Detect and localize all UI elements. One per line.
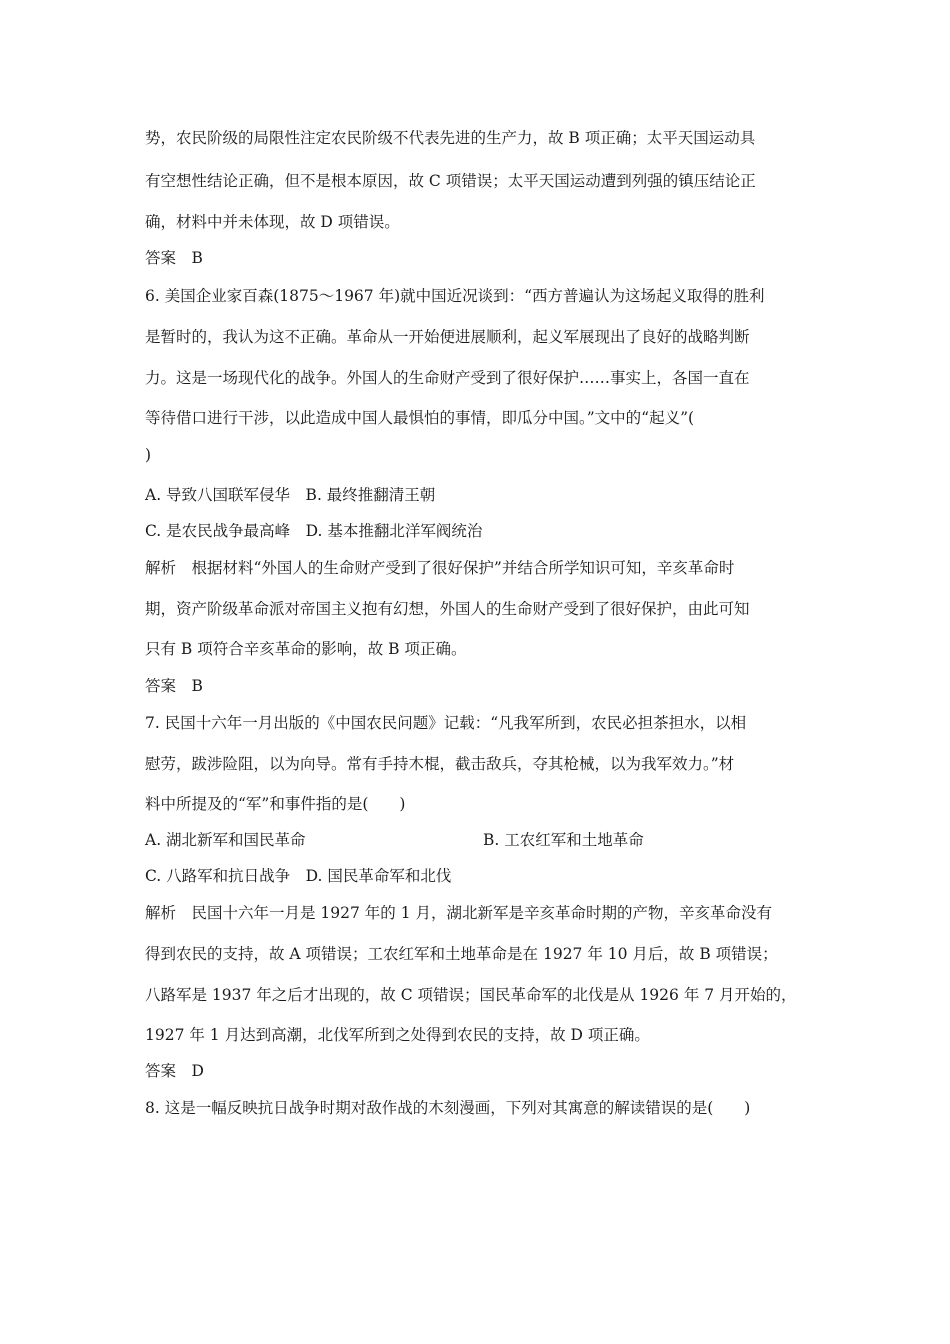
q7-explanation-line-3: 八路军是 1937 年之后才出现的，故 C 项错误；国民革命军的北伐是从 1926 年 7 月开始的， (145, 986, 797, 1004)
q5-explanation-line-2: 有空想性结论正确，但不是根本原因，故 C 项错误；太平天国运动遭到列强的镇压结论正 (145, 172, 756, 190)
q6-options-ab: A. 导致八国联军侵华 B. 最终推翻清王朝 (145, 486, 436, 504)
q5-answer: 答案 B (145, 249, 203, 267)
q6-stem-line-4: 等待借口进行干涉，以此造成中国人最惧怕的事情，即瓜分中国。”文中的“起义”( (145, 409, 695, 427)
q6-stem-line-3: 力。这是一场现代化的战争。外国人的生命财产受到了很好保护……事实上，各国一直在 (145, 369, 750, 387)
q6-explanation-line-1: 解析 根据材料“外国人的生命财产受到了很好保护”并结合所学知识可知，辛亥革命时 (145, 559, 735, 577)
q7-answer: 答案 D (145, 1062, 204, 1080)
q7-options-cd: C. 八路军和抗日战争 D. 国民革命军和北伐 (145, 867, 452, 885)
q6-explanation-line-3: 只有 B 项符合辛亥革命的影响，故 B 项正确。 (145, 640, 467, 658)
q6-stem-line-2: 是暂时的，我认为这不正确。革命从一开始便进展顺利，起义军展现出了良好的战略判断 (145, 328, 750, 346)
q5-explanation-line-1: 势，农民阶级的局限性注定农民阶级不代表先进的生产力，故 B 项正确；太平天国运动具 (145, 129, 756, 147)
q6-explanation-line-2: 期，资产阶级革命派对帝国主义抱有幻想，外国人的生命财产受到了很好保护，由此可知 (145, 600, 750, 618)
q7-explanation-line-4: 1927 年 1 月达到高潮，北伐军所到之处得到农民的支持，故 D 项正确。 (145, 1026, 650, 1044)
q7-stem-line-2: 慰劳，跋涉险阻，以为向导。常有手持木棍，截击敌兵，夺其枪械，以为我军效力。”材 (145, 755, 735, 773)
q6-stem-line-1: 6. 美国企业家百森(1875～1967 年)就中国近况谈到：“西方普遍认为这场起义取得的胜利 (145, 287, 765, 305)
q7-option-b: B. 工农红军和土地革命 (483, 831, 644, 849)
q6-options-cd: C. 是农民战争最高峰 D. 基本推翻北洋军阀统治 (145, 522, 483, 540)
q7-stem-line-1: 7. 民国十六年一月出版的《中国农民问题》记载：“凡我军所到，农民必担茶担水，以相 (145, 714, 747, 732)
q6-stem-line-5: ) (145, 446, 152, 464)
q6-answer: 答案 B (145, 677, 203, 695)
q5-explanation-line-3: 确，材料中并未体现，故 D 项错误。 (145, 213, 400, 231)
q8-stem-line-1: 8. 这是一幅反映抗日战争时期对敌作战的木刻漫画，下列对其寓意的解读错误的是( ) (145, 1099, 751, 1117)
q7-explanation-line-2: 得到农民的支持，故 A 项错误；工农红军和土地革命是在 1927 年 10 月后，故 B 项错误； (145, 945, 778, 963)
q7-stem-line-3: 料中所提及的“军”和事件指的是( ) (145, 795, 406, 813)
q7-explanation-line-1: 解析 民国十六年一月是 1927 年的 1 月，湖北新军是辛亥革命时期的产物，辛亥革命没有 (145, 904, 773, 922)
q7-option-a: A. 湖北新军和国民革命 (145, 831, 306, 849)
